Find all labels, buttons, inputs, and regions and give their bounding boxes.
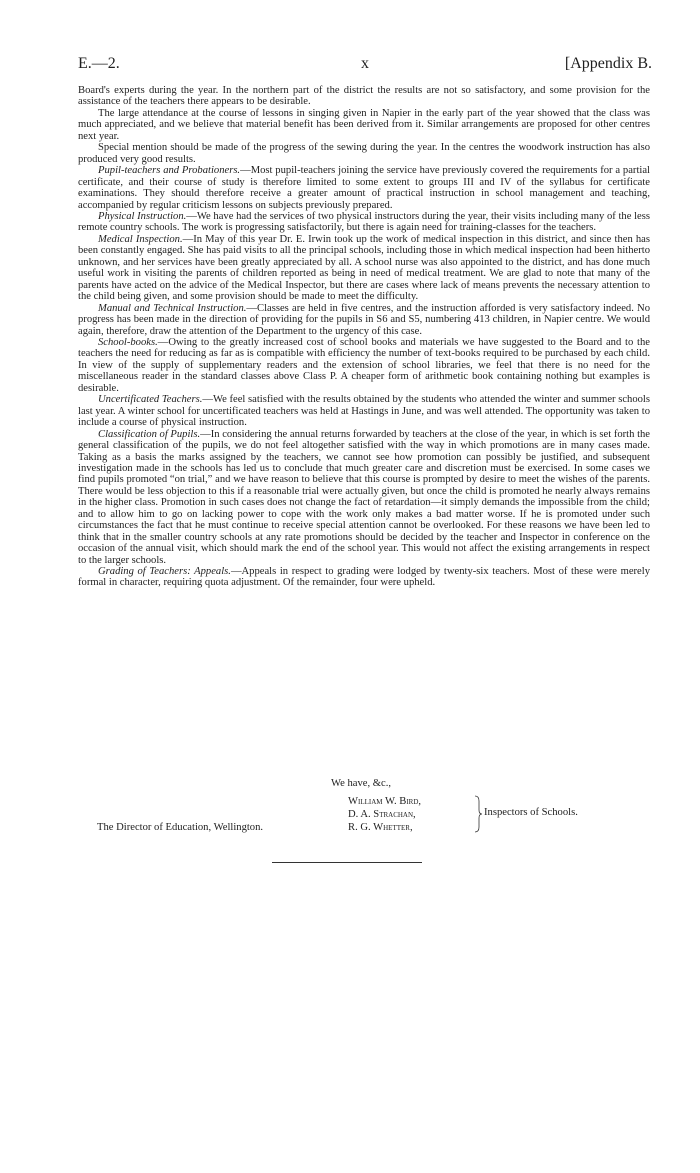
header-page-number: x bbox=[361, 55, 369, 72]
section-heading: School-books. bbox=[98, 336, 158, 348]
paragraph-school-books: School-books.—Owing to the greatly increased cost of school books and materials we have suggested to the Board and to the teachers the need for reducing as far as is compatible with efficiency the number of text-books required to be purchased by each child. In view of the supply of supplementary readers and the extension of school libraries, we feel that there is no need for the miscellaneous reader in the standard classes above Class P. A cheaper form of arithmetic book containing nothing but examples is desirable. bbox=[78, 336, 650, 394]
paragraph-sewing: Special mention should be made of the progress of the sewing during the year. In the centres the woodwork instruction has also produced very good results. bbox=[78, 142, 650, 165]
addressee: The Director of Education, Wellington. bbox=[97, 822, 264, 833]
section-heading: Medical Inspection. bbox=[98, 233, 183, 245]
section-heading: Manual and Technical Instruction. bbox=[98, 302, 247, 314]
header-reference: E.—2. bbox=[78, 55, 120, 72]
page-header bbox=[78, 55, 652, 77]
section-heading: Physical Instruction. bbox=[98, 210, 187, 222]
paragraph-physical-instruction: Physical Instruction.—We have had the services of two physical instructors during the year, their visits including many of the less remote country schools. The work is progressing satisfactorily, but there is again need for training-classes for the teachers. bbox=[78, 210, 650, 234]
paragraph-0: Board's experts during the year. In the northern part of the district the results are not so satisfactory, and some provision for the assistance of the teachers there appears to be desirable. bbox=[78, 85, 650, 108]
signatory: D. A. Strachan, bbox=[348, 809, 416, 820]
paragraph-manual-technical: Manual and Technical Instruction.—Classes are held in five centres, and the instruction afforded is very satisfactory indeed. No progress has been made in the direction of providing for the pupils in S6 and S5, numbering 413 children, in Napier centre. We would again, therefore, draw the attention of the Department to the urgency of this case. bbox=[78, 302, 651, 337]
paragraph-pupil-teachers: Pupil-teachers and Probationers.—Most pupil-teachers joining the service have previously covered the requirements for a partial certificate, and their course of study is therefore limited to some extent to groups III and IV of the syllabus for certificate examinations. They should therefore receive a greater amount of practical instruction in school management and teaching, accompanied by regular criticism lessons on subjects previously prepared. bbox=[78, 165, 650, 211]
report-body bbox=[78, 85, 650, 589]
header-appendix: [Appendix B. bbox=[564, 55, 652, 72]
signatory-brace bbox=[474, 795, 480, 833]
signatory-list bbox=[348, 795, 421, 834]
signatory-role: Inspectors of Schools. bbox=[484, 807, 578, 818]
paragraph-grading-appeals: Grading of Teachers: Appeals.—Appeals in respect to grading were lodged by twenty-six teachers. Most of these were merely formal in character, requiring quota adjustment. Of the remainder, four were upheld. bbox=[78, 566, 650, 589]
signatory: William W. Bird, bbox=[348, 796, 422, 807]
paragraph-classification: Classification of Pupils.—In considering the annual returns forwarded by teachers at the close of the year, in which is set forth the general classification of the pupils, we do not feel altogether satisfied with the way in which promotions are in many cases made. Taking as a basis the marks assigned by the teachers, we cannot see how promotion can possibly be justified, and subsequent investigation made in the schools has led us to conclude that much greater care and discretion must be exercised. In some cases we find pupils promoted “on trial,” and we have reason to believe that this course is prompted by desire to meet the wishes of the parents. There would be less objection to this if a reasonable trial were actually given, but once the child is promoted he nearly always remains in the higher class. Promotion in such cases does not change the fact of retardation—it simply demands the impossible from the child; and to allow him to go on lacking power to cope with the work only makes a bad matter worse. If he is promoted under such circumstances the fact that he must continue to receive special attention cannot be overlooked. For these reasons we have been led to think that in the smaller country schools at any rate promotions should be decided by the teacher and Inspector in conference on the occasion of the annual visit, which should mark the end of the school year. This would not affect the existing arrangements in respect to the larger schools. bbox=[78, 428, 651, 566]
closing-line: We have, &c., bbox=[331, 778, 392, 789]
section-heading: Pupil-teachers and Probationers. bbox=[98, 165, 241, 177]
signatory: R. G. Whetter, bbox=[348, 822, 413, 833]
paragraph-singing: The large attendance at the course of lessons in singing given in Napier in the early part of the year showed that the class was much appreciated, and we believe that material benefit has been derived from it. Similar arrangements are proposed for other centres next year. bbox=[78, 107, 650, 142]
section-heading: Classification of Pupils. bbox=[98, 428, 201, 440]
paragraph-medical-inspection: Medical Inspection.—In May of this year Dr. E. Irwin took up the work of medical inspection in this district, and since then has been constantly engaged. She has paid visits to all the principal schools, including those in which medical inspection had been hitherto unknown, and her services have been greatly appreciated by all. A school nurse was also appointed to the district, and has done much useful work in visiting the parents of children reported as being in need of medical treatment. We are glad to note that many of the parents have acted on the advice of the Medical Inspector, but there are cases where lack of means prevents the necessary attention to the child being given, and some provision should be made to meet the difficulty. bbox=[78, 233, 650, 303]
end-rule bbox=[272, 862, 422, 863]
section-heading: Grading of Teachers: Appeals. bbox=[98, 566, 231, 578]
section-heading: Uncertificated Teachers. bbox=[98, 394, 203, 406]
paragraph-uncertificated-teachers: Uncertificated Teachers.—We feel satisfied with the results obtained by the students who attended the winter and summer schools last year. A winter school for uncertificated teachers was held at Hastings in June, and was well attended. The opportunity was taken to include a course of physical instruction. bbox=[78, 394, 650, 429]
